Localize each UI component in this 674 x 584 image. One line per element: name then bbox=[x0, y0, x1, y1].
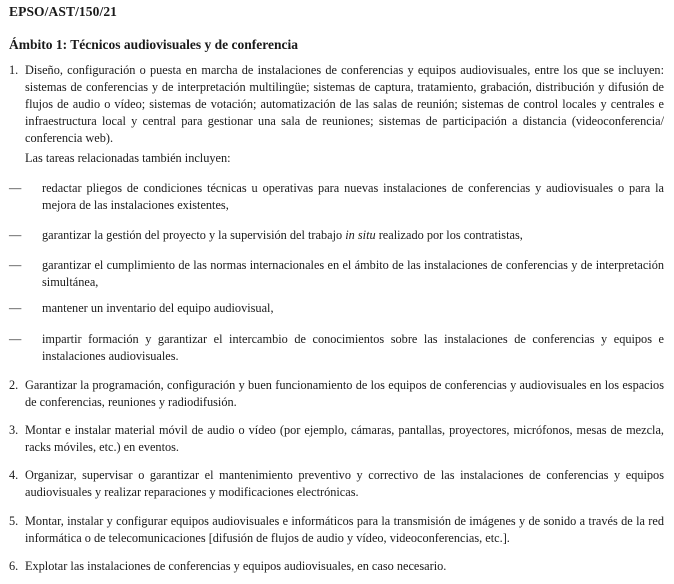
related-task-item bbox=[9, 300, 664, 317]
related-task-text: impartir formación y garantizar el intercambio de conocimientos sobre las instalaciones de conferencias y equipos e instalaciones audiovisuales. bbox=[42, 332, 664, 363]
item-number: 5. bbox=[9, 514, 19, 528]
item-number: 2. bbox=[9, 378, 19, 392]
item-number: 3. bbox=[9, 423, 19, 437]
related-task-item bbox=[9, 257, 664, 291]
item-number: 6. bbox=[9, 559, 19, 573]
related-task-item bbox=[9, 331, 664, 365]
related-task-item bbox=[9, 180, 664, 214]
list-item bbox=[9, 513, 664, 547]
dash-marker: — bbox=[9, 181, 22, 195]
related-task-text: mantener un inventario del equipo audiovisual, bbox=[42, 301, 274, 315]
related-task-text-italic: in situ bbox=[345, 228, 376, 242]
related-task-text bbox=[42, 227, 664, 244]
dash-marker: — bbox=[9, 301, 22, 315]
list-item bbox=[9, 422, 664, 456]
related-task-text-before: garantizar la gestión del proyecto y la supervisión del trabajo bbox=[42, 228, 346, 242]
related-task-text: garantizar el cumplimiento de las normas internacionales en el ámbito de las instalaciones de conferencias y de interpretación simultánea, bbox=[42, 258, 664, 289]
list-item bbox=[9, 467, 664, 501]
item-number: 4. bbox=[9, 468, 19, 482]
list-item bbox=[9, 558, 664, 575]
section-title: Ámbito 1: Técnicos audiovisuales y de conferencia bbox=[9, 37, 298, 52]
item-text: Garantizar la programación, configuración y buen funcionamiento de los equipos de conferencias y audiovisuales en los espacios de conferencias, reuniones y radiodifusión. bbox=[25, 378, 664, 409]
dash-marker: — bbox=[9, 228, 22, 242]
item-text: Explotar las instalaciones de conferencias y equipos audiovisuales, en caso necesario. bbox=[25, 559, 447, 573]
document-reference: EPSO/AST/150/21 bbox=[9, 4, 118, 19]
related-tasks-intro: Las tareas relacionadas también incluyen: bbox=[25, 151, 231, 165]
item-text: Diseño, configuración o puesta en marcha de instalaciones de conferencias y equipos audiovisuales, entre los que se incluyen: sistemas de conferencias y de interpretación multilingüe; sistemas de captura, tratamiento, grabación, distribución y difusión de flujos de audio o vídeo; sistemas de votación; automatización de las salas de reunión; sistemas de control locales y centrales e infraestructura local y central para gestionar una sala de reuniones; sistemas de participación a distancia (videoconferencia/ conferencia web). bbox=[25, 63, 664, 145]
dash-marker: — bbox=[9, 332, 22, 346]
item-text: Montar, instalar y configurar equipos audiovisuales e informáticos para la transmisión de imágenes y de sonido a través de la red informática o de telecomunicaciones [difusión de flujos de audio y vídeo, videoconferencias, etc.]. bbox=[25, 514, 664, 545]
related-task-text: redactar pliegos de condiciones técnicas u operativas para nuevas instalaciones de conferencias y audiovisuales o para la mejora de las instalaciones existentes, bbox=[42, 181, 664, 212]
item-text: Montar e instalar material móvil de audio o vídeo (por ejemplo, cámaras, pantallas, proyectores, micrófonos, mesas de mezcla, racks móviles, etc.) en eventos. bbox=[25, 423, 664, 454]
item-text: Organizar, supervisar o garantizar el mantenimiento preventivo y correctivo de las instalaciones de conferencias y equipos audiovisuales y realizar reparaciones y modificaciones electrónicas. bbox=[25, 468, 664, 499]
list-item bbox=[9, 62, 664, 147]
list-item bbox=[9, 377, 664, 411]
item-number: 1. bbox=[9, 63, 19, 77]
related-task-text-after: realizado por los contratistas, bbox=[375, 228, 523, 242]
related-task-item bbox=[9, 227, 664, 244]
dash-marker: — bbox=[9, 258, 22, 272]
